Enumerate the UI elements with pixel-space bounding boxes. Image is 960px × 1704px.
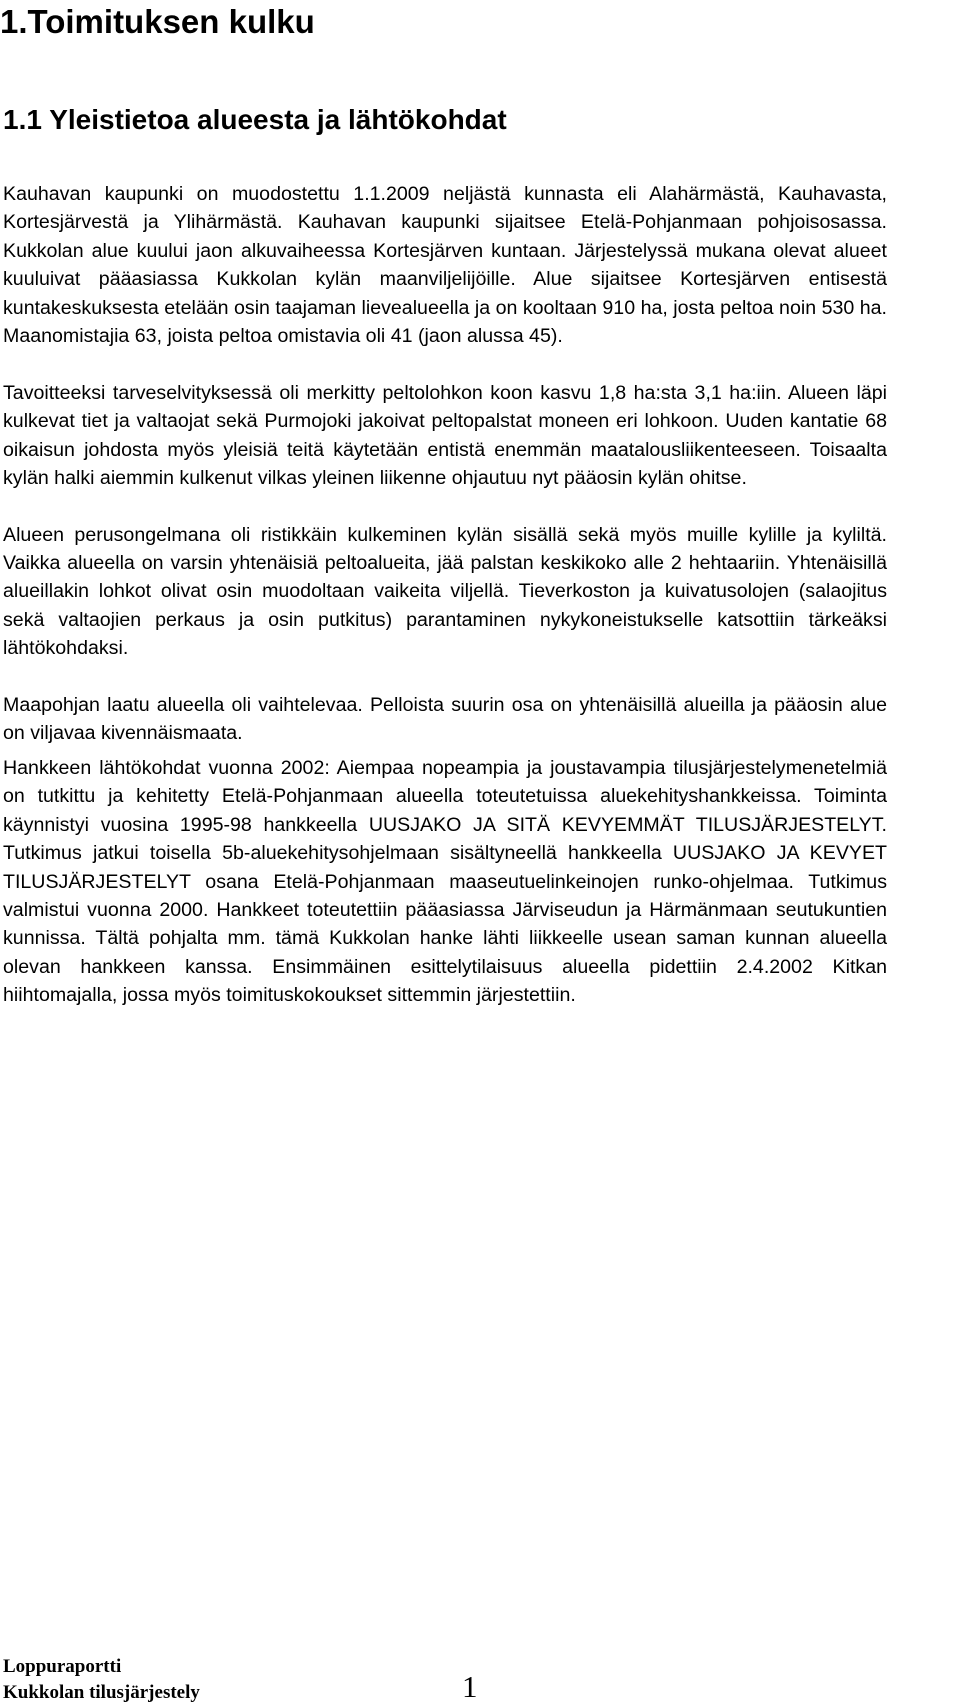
chapter-heading: 1.Toimituksen kulku — [0, 3, 315, 40]
page-number: 1 — [462, 1669, 478, 1704]
page-footer — [0, 1600, 960, 1704]
paragraph-goals: Tavoitteeksi tarveselvityksessä oli merkitty peltolohkon koon kasvu 1,8 ha:sta 3,1 ha:iin. Alueen läpi kulkevat tiet ja valtaojat sekä Purmojoki jakoivat peltopalstat moneen eri lohkoon. Uuden kantatie 68 oikaisun johdosta myös yleisiä teitä käytetään entistä enemmän maatalousliikenteeseen. Toisaalta kylän halki aiemmin kulkenut vilkas yleinen liikenne ohjautuu nyt pääosin kylän ohitse. — [3, 381, 887, 490]
paragraph-background: Kauhavan kaupunki on muodostettu 1.1.2009 neljästä kunnasta eli Alahärmästä, Kauhavasta, Kortesjärvestä ja Ylihärmästä. Kauhavan kaupunki sijaitsee Etelä-Pohjanmaan pohjoisosassa. Kukkolan alue kuului jaon alkuvaiheessa Kortesjärven kuntaan. Järjestelyssä mukana olevat alueet kuuluivat pääasiassa Kukkolan kylän maanviljelijöille. Alue sijaitsee Kortesjärven entisestä kuntakeskuksesta etelään osin taajaman lievealueella ja on kooltaan 910 ha, josta peltoa noin 530 ha. Maanomistajia 63, joista peltoa omistavia oli 41 (jaon alussa 45). — [3, 183, 887, 348]
paragraph-problems: Alueen perusongelmana oli ristikkäin kulkeminen kylän sisällä sekä myös muille kylille ja kyliltä. Vaikka alueella on varsin yhtenäisiä peltoalueita, jää palstan keskikoko alle 2 hehtaariin. Yhtenäisillä alueillakin lohkot olivat osin muodoltaan vaikeita viljellä. Tieverkoston ja kuivatusolojen (salaojitus sekä valtaojien perkaus ja osin putkitus) parantaminen nykykoneistukselle katsottiin tärkeäksi lähtökohdaksi. — [3, 523, 887, 660]
footer-project-name: Kukkolan tilusjärjestely — [3, 1682, 200, 1703]
footer-report-title: Loppuraportti — [3, 1656, 122, 1677]
body-text — [3, 180, 887, 1010]
section-heading: 1.1 Yleistietoa alueesta ja lähtökohdat — [3, 104, 507, 135]
paragraph-project-origins: Hankkeen lähtökohdat vuonna 2002: Aiempaa nopeampia ja joustavampia tilusjärjestelymenetelmiä on tutkittu ja kehitetty Etelä-Pohjanmaan alueella toteutetuissa aluekehityshankkeissa. Toiminta käynnistyi vuosina 1995-98 hankkeella UUSJAKO JA SITÄ KEVYEMMÄT TILUSJÄRJESTELYT. Tutkimus jatkui toisella 5b-aluekehitysohjelmaan sisältyneellä hankkeella UUSJAKO JA KEVYET TILUSJÄRJESTELYT osana Etelä-Pohjanmaan maaseutuelinkeinojen runko-ohjelmaa. Tutkimus valmistui vuonna 2000. Hankkeet toteutettiin pääasiassa Järviseudun ja Härmänmaan seutukuntien kunnissa. Tältä pohjalta mm. tämä Kukkolan hanke lähti liikkeelle usean saman kunnan alueella olevan hankkeen kanssa. Ensimmäinen esittelytilaisuus alueella pidettiin 2.4.2002 Kitkan hiihtomajalla, jossa myös toimituskokoukset sittemmin järjestettiin. — [3, 756, 887, 1007]
paragraph-soil: Maapohjan laatu alueella oli vaihtelevaa. Pelloista suurin osa on yhtenäisillä alueilla ja pääosin alue on viljavaa kivennäismaata. — [3, 693, 887, 745]
